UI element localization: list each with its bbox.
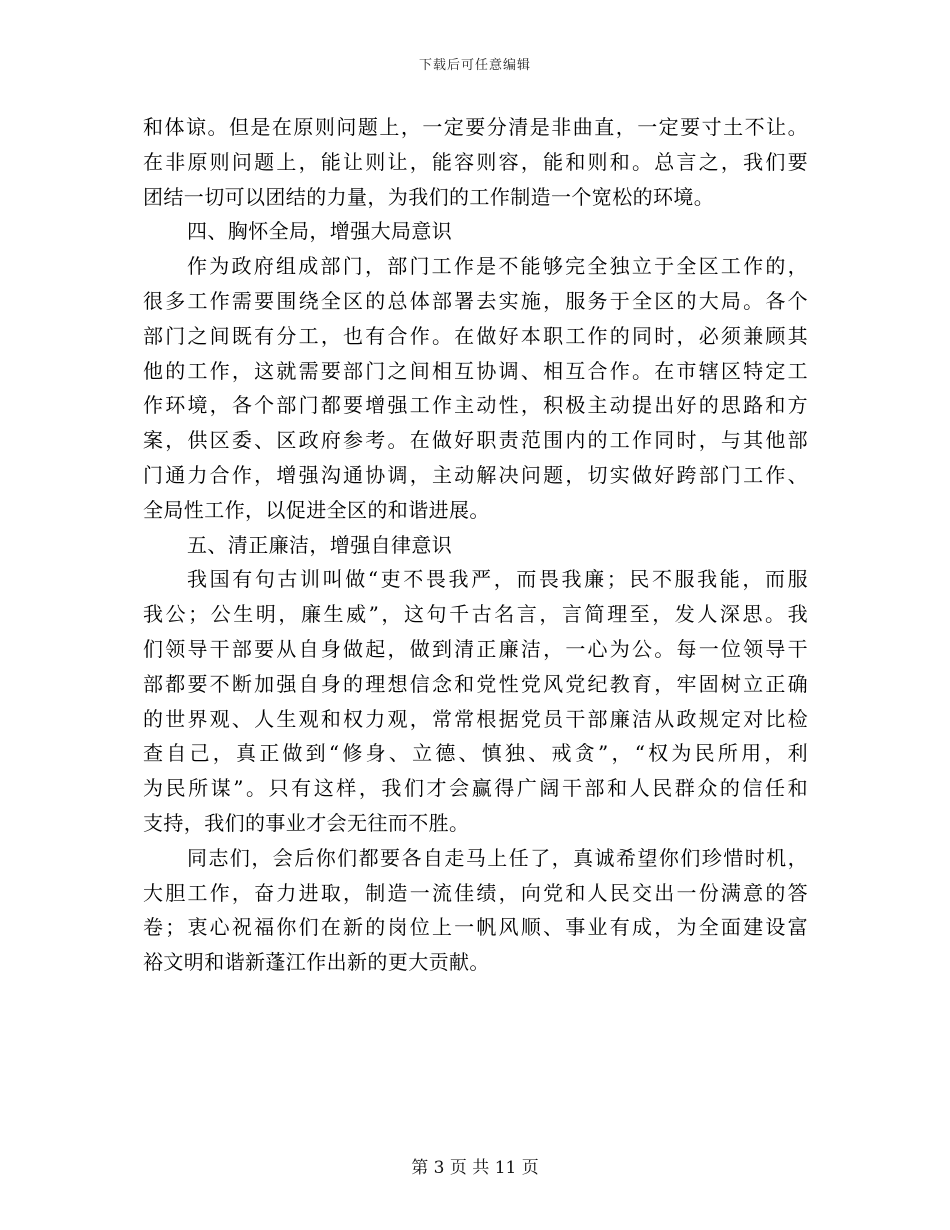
text-line: 支持，我们的事业才会无往而不胜。 xyxy=(143,810,470,835)
page-number: 第 3 页 共 11 页 xyxy=(411,1158,539,1178)
text-line: 作环境，各个部门都要增强工作主动性，积极主动提出好的思路和方 xyxy=(143,393,808,418)
text-line: 为民所谋”。只有这样，我们才会赢得广阔干部和人民群众的信任和 xyxy=(143,776,808,801)
text-line: 们领导干部要从自身做起，做到清正廉洁，一心为公。每一位领导干 xyxy=(143,636,808,661)
text-line: 门通力合作，增强沟通协调，主动解决问题，切实做好跨部门工作、 xyxy=(143,462,808,487)
text-line: 裕文明和谐新蓬江作出新的更大贡献。 xyxy=(143,950,490,975)
text-line: 卷；衷心祝福你们在新的岗位上一帆风顺、事业有成，为全面建设富 xyxy=(143,915,808,940)
text-line: 四、胸怀全局，增强大局意识 xyxy=(187,219,453,244)
text-line: 作为政府组成部门，部门工作是不能够完全独立于全区工作的， xyxy=(187,254,808,279)
header-note: 下载后可任意编辑 xyxy=(418,58,531,73)
text-line: 部门之间既有分工，也有合作。在做好本职工作的同时，必须兼顾其 xyxy=(143,323,808,348)
text-line: 很多工作需要围绕全区的总体部署去实施，服务于全区的大局。各个 xyxy=(143,288,808,313)
document-body xyxy=(143,110,808,980)
text-line: 他的工作，这就需要部门之间相互协调、相互合作。在市辖区特定工 xyxy=(143,358,808,383)
text-line: 全局性工作，以促进全区的和谐进展。 xyxy=(143,497,490,522)
text-line: 我公；公生明，廉生威”，这句千古名言，言简理至，发人深思。我 xyxy=(143,602,808,627)
text-line: 部都要不断加强自身的理想信念和党性党风党纪教育，牢固树立正确 xyxy=(143,671,808,696)
text-line: 在非原则问题上，能让则让，能容则容，能和则和。总言之，我们要 xyxy=(143,149,808,174)
text-line: 团结一切可以团结的力量，为我们的工作制造一个宽松的环境。 xyxy=(143,184,715,209)
text-line: 查自己，真正做到“修身、立德、慎独、戒贪”，“权为民所用，利 xyxy=(143,741,808,766)
text-line: 和体谅。但是在原则问题上，一定要分清是非曲直，一定要寸土不让。 xyxy=(143,115,808,139)
text-line: 大胆工作，奋力进取，制造一流佳绩，向党和人民交出一份满意的答 xyxy=(143,880,808,905)
text-line: 我国有句古训叫做“吏不畏我严，而畏我廉；民不服我能，而服 xyxy=(187,567,808,592)
text-line: 的世界观、人生观和权力观，常常根据党员干部廉洁从政规定对比检 xyxy=(143,706,808,731)
text-line: 五、清正廉洁，增强自律意识 xyxy=(187,532,453,557)
text-line: 同志们，会后你们都要各自走马上任了，真诚希望你们珍惜时机， xyxy=(187,845,808,870)
text-line: 案，供区委、区政府参考。在做好职责范围内的工作同时，与其他部 xyxy=(143,428,808,453)
